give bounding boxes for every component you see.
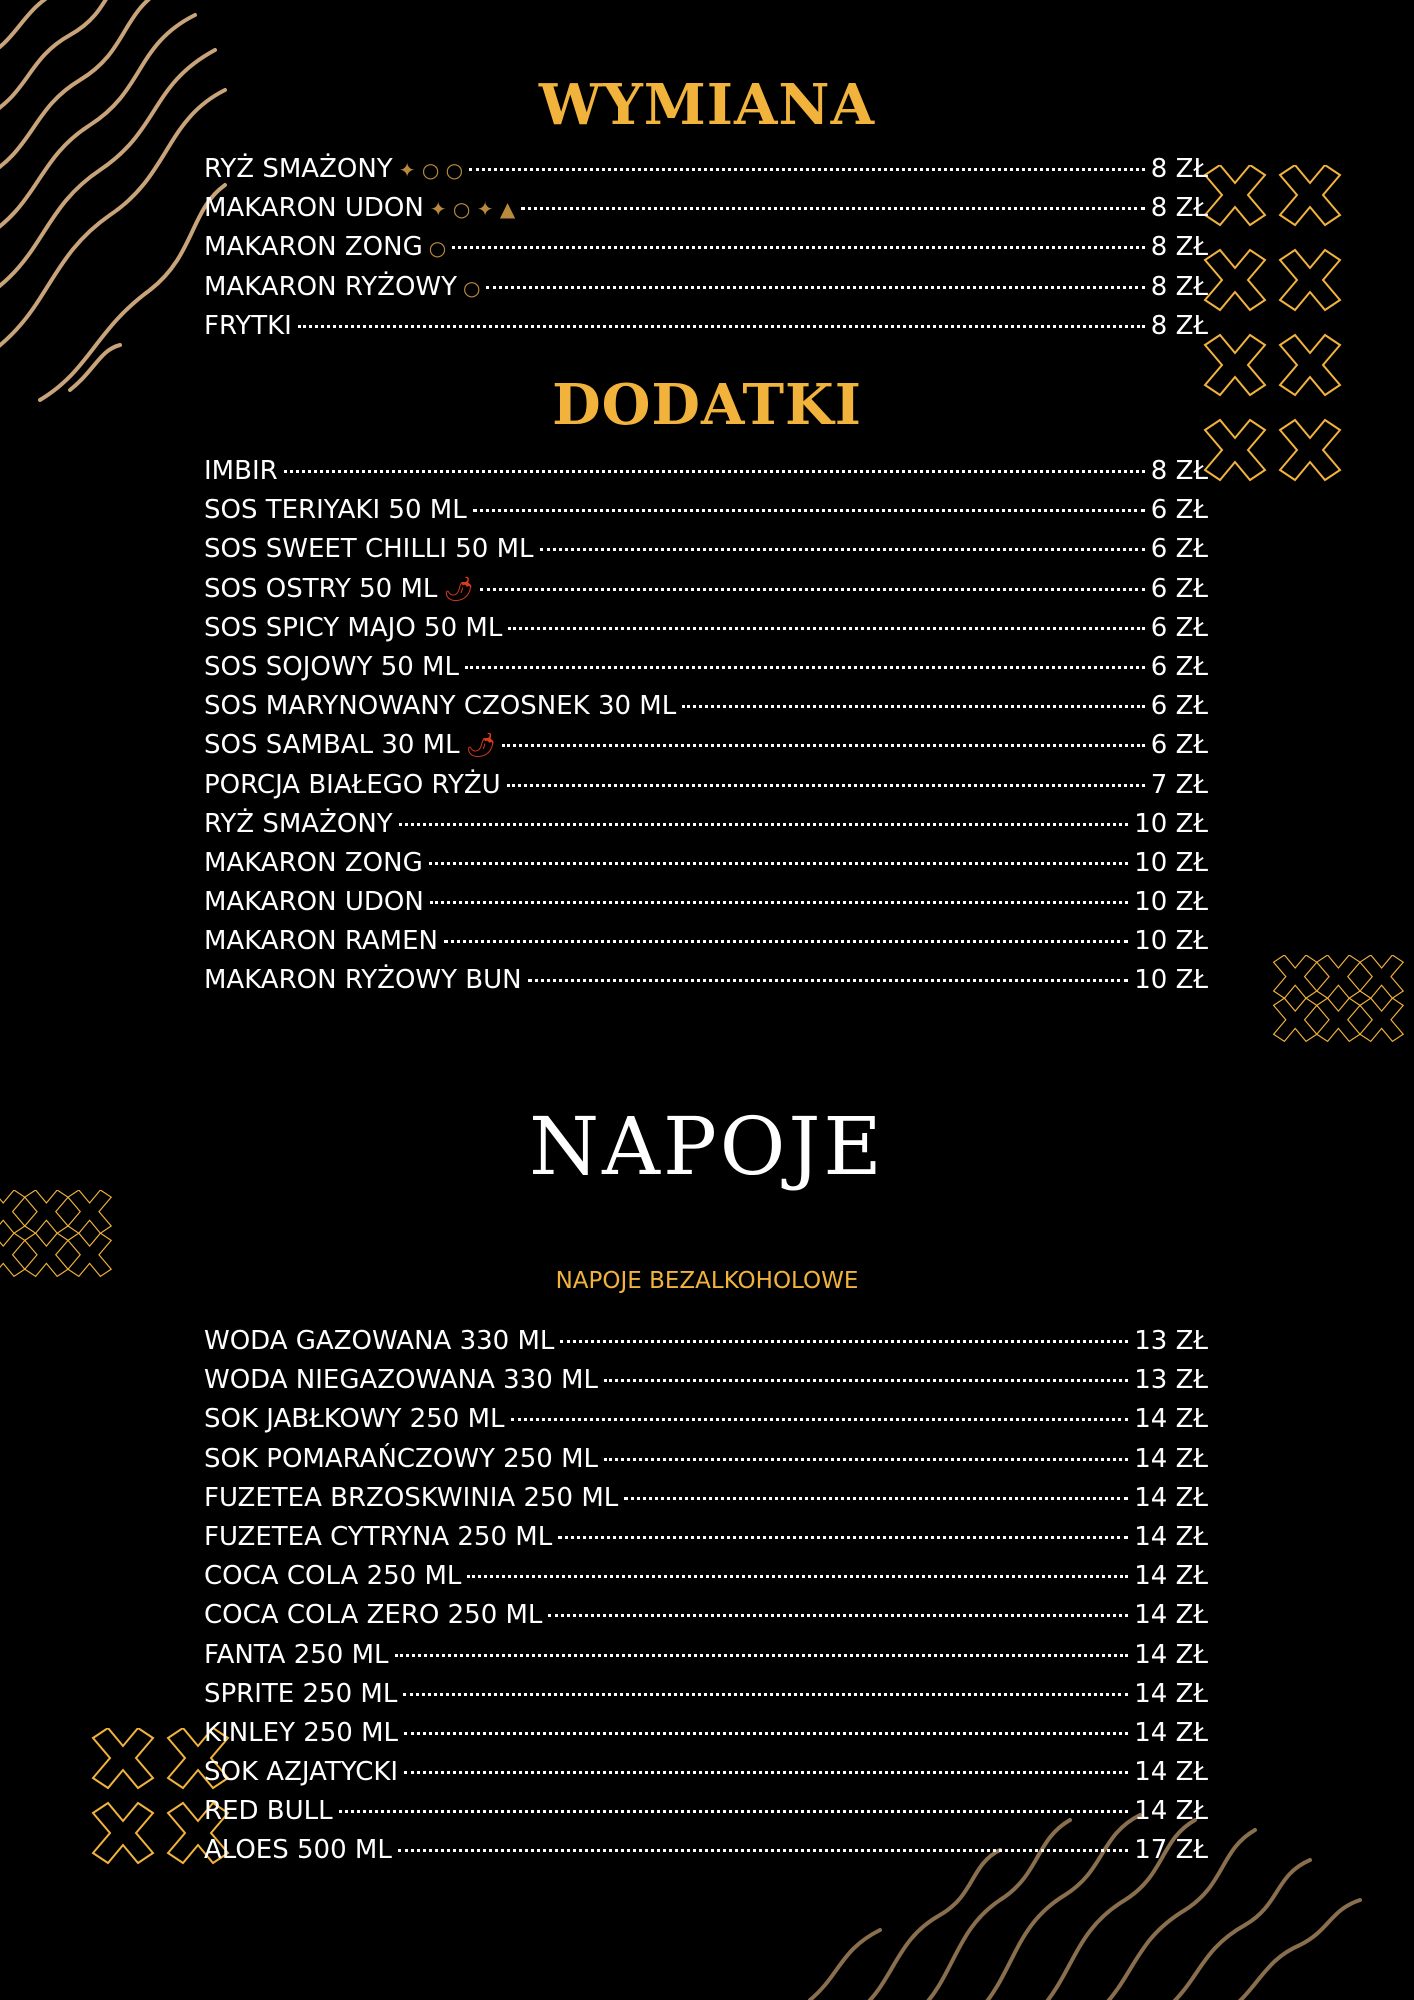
menu-item-name: COCA COLA ZERO 250 ML <box>204 1600 543 1631</box>
menu-item-price: 10 ZŁ <box>1134 808 1208 839</box>
menu-item-price: 6 ZŁ <box>1150 573 1208 604</box>
menu-item-name: SPRITE 250 ML <box>204 1678 398 1709</box>
allergen-icons: ○ <box>463 275 481 300</box>
menu-item-price: 14 ZŁ <box>1134 1796 1208 1827</box>
dotted-leader <box>430 901 1128 904</box>
menu-item <box>204 1518 1208 1557</box>
menu-item-price: 6 ZŁ <box>1150 612 1208 643</box>
menu-item-price: 13 ZŁ <box>1134 1365 1208 1396</box>
menu-item-name: RYŻ SMAŻONY <box>204 154 393 184</box>
dotted-leader <box>395 1654 1129 1657</box>
dotted-leader <box>284 470 1145 473</box>
dotted-leader <box>508 627 1144 630</box>
menu-item <box>204 961 1208 1000</box>
dotted-leader <box>560 1340 1128 1343</box>
menu-item <box>204 1714 1208 1753</box>
menu-item-name: SOK AZJATYCKI <box>204 1757 399 1788</box>
menu-item-name: SOK POMARAŃCZOWY 250 ML <box>204 1443 598 1474</box>
dotted-leader <box>452 246 1145 249</box>
menu-item <box>204 1753 1208 1792</box>
menu-item <box>204 1596 1208 1635</box>
section-title-wymiana: WYMIANA <box>538 72 876 138</box>
menu-item-price: 10 ZŁ <box>1134 926 1208 957</box>
menu-item <box>204 1675 1208 1714</box>
menu-item-price: 6 ZŁ <box>1150 651 1208 682</box>
menu-item <box>204 530 1208 569</box>
menu-item <box>204 1636 1208 1675</box>
dotted-leader <box>467 1575 1128 1578</box>
menu-item <box>204 1322 1208 1361</box>
menu-item-name: MAKARON ZONG <box>204 847 423 878</box>
menu-item-name: FANTA 250 ML <box>204 1639 389 1670</box>
menu-item <box>204 805 1208 844</box>
menu-item <box>204 1479 1208 1518</box>
menu-item-price: 10 ZŁ <box>1134 847 1208 878</box>
section-title-napoje: NAPOJE <box>529 1100 885 1193</box>
menu-item <box>204 1557 1208 1596</box>
dotted-leader <box>404 1771 1128 1774</box>
cross-pattern-right-top <box>1200 165 1350 495</box>
menu-item-price: 14 ZŁ <box>1134 1717 1208 1748</box>
menu-item <box>204 189 1208 228</box>
menu-item-name: SOS OSTRY 50 ML <box>204 573 438 604</box>
menu-item <box>204 1400 1208 1439</box>
menu-item-name: SOS MARYNOWANY CZOSNEK 30 ML <box>204 691 677 722</box>
menu-item-price: 14 ZŁ <box>1134 1600 1208 1631</box>
dotted-leader <box>399 823 1129 826</box>
menu-item-name: ALOES 500 ML <box>204 1835 392 1866</box>
menu-item <box>204 150 1208 189</box>
section-subtitle-napoje: NAPOJE BEZALKOHOLOWE <box>555 1268 859 1294</box>
dotted-leader <box>404 1732 1128 1735</box>
menu-item-price: 14 ZŁ <box>1134 1404 1208 1435</box>
dotted-leader <box>604 1379 1128 1382</box>
allergen-icons: ✦ ○ ○ <box>398 158 464 182</box>
dotted-leader <box>469 168 1145 171</box>
menu-item-price: 6 ZŁ <box>1150 691 1208 722</box>
dotted-leader <box>465 666 1145 669</box>
allergen-icons: ○ <box>428 236 447 261</box>
menu-item <box>204 609 1208 648</box>
dotted-leader <box>682 705 1145 708</box>
menu-item <box>204 1361 1208 1400</box>
menu-item <box>204 648 1208 687</box>
menu-item-price: 8 ZŁ <box>1150 232 1208 263</box>
menu-item-price: 6 ZŁ <box>1150 730 1208 761</box>
menu-item-name: MAKARON UDON <box>204 887 424 918</box>
section-title-dodatki: DODATKI <box>552 372 862 438</box>
menu-item <box>204 228 1208 267</box>
menu-item-name: MAKARON UDON <box>204 193 424 224</box>
menu-item-name: PORCJA BIAŁEGO RYŻU <box>204 769 501 800</box>
menu-item-name: FRYTKI <box>204 310 292 341</box>
menu-item <box>204 922 1208 961</box>
menu-item <box>204 726 1208 765</box>
menu-item-price: 14 ZŁ <box>1134 1639 1208 1670</box>
menu-item <box>204 307 1208 346</box>
menu-item <box>204 491 1208 530</box>
menu-item-name: RED BULL <box>204 1796 333 1827</box>
dotted-leader <box>473 509 1145 512</box>
menu-item-price: 14 ZŁ <box>1134 1521 1208 1552</box>
menu-item-name: MAKARON RYŻOWY BUN <box>204 965 522 996</box>
dotted-leader <box>429 862 1129 865</box>
menu-item-name: MAKARON ZONG <box>204 232 423 263</box>
menu-item-price: 8 ZŁ <box>1150 154 1208 184</box>
dotted-leader <box>403 1693 1128 1696</box>
menu-list-wymiana <box>204 150 1208 346</box>
dotted-leader <box>502 744 1145 747</box>
menu-item <box>204 268 1208 307</box>
menu-item-price: 14 ZŁ <box>1134 1561 1208 1592</box>
wave-pattern-top-left <box>0 0 230 420</box>
menu-item-price: 13 ZŁ <box>1134 1326 1208 1356</box>
menu-item-name: SOK JABŁKOWY 250 ML <box>204 1404 505 1435</box>
dotted-leader <box>444 940 1128 943</box>
menu-item <box>204 844 1208 883</box>
menu-item-name: RYŻ SMAŻONY <box>204 808 393 839</box>
menu-item-price: 14 ZŁ <box>1134 1482 1208 1513</box>
dotted-leader <box>528 979 1129 982</box>
menu-item-name: COCA COLA 250 ML <box>204 1561 462 1592</box>
cross-pattern-right-middle <box>1270 955 1414 1055</box>
menu-item-price: 8 ZŁ <box>1150 271 1208 302</box>
menu-item-name: FUZETEA CYTRYNA 250 ML <box>204 1521 553 1552</box>
chili-pepper-icon: 🌶 <box>465 731 497 760</box>
menu-item <box>204 1831 1208 1870</box>
dotted-leader <box>480 588 1145 591</box>
menu-list-napoje <box>204 1322 1208 1871</box>
menu-item-price: 10 ZŁ <box>1134 965 1208 996</box>
dotted-leader <box>298 325 1145 328</box>
dotted-leader <box>624 1497 1128 1500</box>
menu-item <box>204 687 1208 726</box>
dotted-leader <box>540 548 1145 551</box>
menu-item-name: MAKARON RAMEN <box>204 926 438 957</box>
menu-item-price: 8 ZŁ <box>1150 310 1208 341</box>
dotted-leader <box>486 286 1144 289</box>
dotted-leader <box>511 1418 1129 1421</box>
menu-item-name: SOS SWEET CHILLI 50 ML <box>204 534 534 565</box>
menu-item-name: KINLEY 250 ML <box>204 1717 399 1748</box>
dotted-leader <box>521 207 1145 210</box>
menu-item-name: WODA NIEGAZOWANA 330 ML <box>204 1365 598 1396</box>
dotted-leader <box>548 1614 1128 1617</box>
menu-item-price: 8 ZŁ <box>1150 193 1208 224</box>
menu-item <box>204 883 1208 922</box>
menu-item-price: 6 ZŁ <box>1150 534 1208 565</box>
menu-item-name: WODA GAZOWANA 330 ML <box>204 1326 555 1356</box>
dotted-leader <box>558 1536 1128 1539</box>
menu-item-price: 17 ZŁ <box>1134 1835 1208 1866</box>
menu-item <box>204 766 1208 805</box>
menu-item-name: IMBIR <box>204 456 278 486</box>
allergen-icons: ✦ ○ ✦ ▲ <box>429 197 516 222</box>
menu-item-price: 14 ZŁ <box>1134 1678 1208 1709</box>
menu-item-price: 7 ZŁ <box>1150 769 1208 800</box>
dotted-leader <box>507 784 1145 787</box>
menu-item-name: SOS SAMBAL 30 ML <box>204 730 460 761</box>
menu-item-name: SOS TERIYAKI 50 ML <box>204 495 467 526</box>
menu-item <box>204 1792 1208 1831</box>
menu-item <box>204 570 1208 609</box>
menu-item-price: 6 ZŁ <box>1150 495 1208 526</box>
menu-item-price: 14 ZŁ <box>1134 1757 1208 1788</box>
dotted-leader <box>604 1458 1128 1461</box>
dotted-leader <box>339 1810 1129 1813</box>
menu-item-name: FUZETEA BRZOSKWINIA 250 ML <box>204 1482 619 1513</box>
dotted-leader <box>398 1849 1128 1852</box>
menu-list-dodatki <box>204 452 1208 1001</box>
menu-item-price: 8 ZŁ <box>1150 456 1208 486</box>
menu-item-price: 14 ZŁ <box>1134 1443 1208 1474</box>
chili-pepper-icon: 🌶 <box>443 574 474 603</box>
menu-item-price: 10 ZŁ <box>1134 887 1208 918</box>
menu-item-name: SOS SOJOWY 50 ML <box>204 651 459 682</box>
menu-item-name: SOS SPICY MAJO 50 ML <box>204 612 503 643</box>
menu-item <box>204 452 1208 491</box>
menu-item-name: MAKARON RYŻOWY <box>204 271 457 302</box>
menu-item <box>204 1440 1208 1479</box>
